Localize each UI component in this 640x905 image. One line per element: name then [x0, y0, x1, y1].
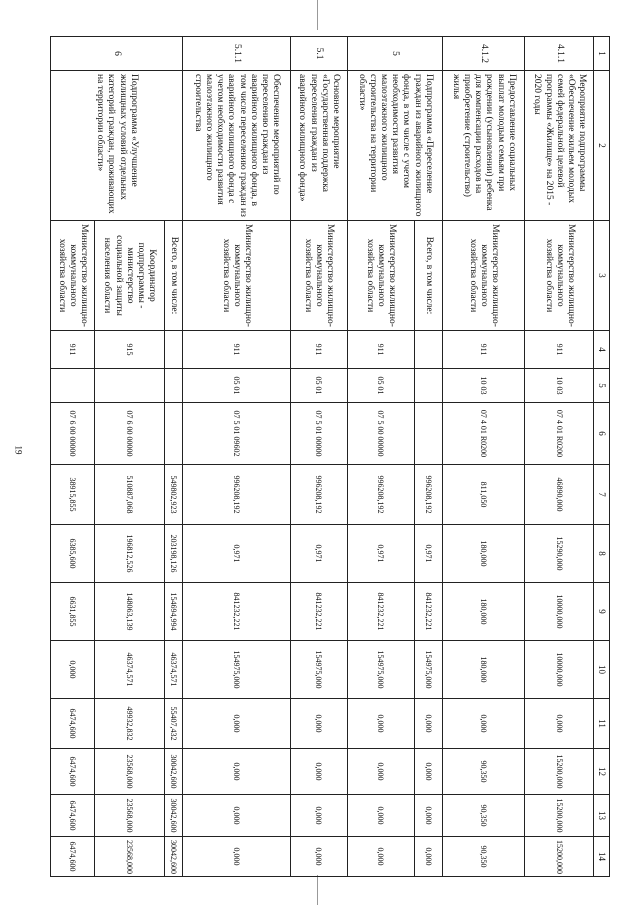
row-name: Мероприятие подпрограммы «Обеспечение жильем молодых семей федеральной целевой программы «Жилище» на 2015 - 2020 годы — [524, 71, 594, 221]
cell: 10 03 — [524, 369, 594, 403]
row-number: 6 — [51, 37, 183, 71]
rotated-table-wrapper — [50, 36, 610, 876]
cell: 0,000 — [183, 837, 291, 877]
cell: 10000,000 — [524, 583, 594, 641]
cell: 07 4 01 R0200 — [524, 403, 594, 465]
cell — [414, 403, 442, 465]
col-header: 3 — [594, 221, 610, 331]
cell: 30042,600 — [164, 837, 182, 877]
table-row — [442, 37, 524, 877]
cell: 0,000 — [347, 795, 414, 837]
col-header: 1 — [594, 37, 610, 71]
cell: 30042,600 — [164, 749, 182, 795]
cell: 154975,000 — [414, 641, 442, 699]
row-name: Основное мероприятие «Государственная поддержка переселения граждан из аварийного жилищного фонда» — [290, 71, 347, 221]
cell: 0,971 — [290, 525, 347, 583]
cell: 30042,600 — [164, 795, 182, 837]
cell: 0,971 — [183, 525, 291, 583]
cell: 23568,000 — [95, 837, 165, 877]
cell: 90,350 — [442, 795, 524, 837]
page-number: 19 — [13, 445, 24, 455]
cell: 55407,432 — [164, 699, 182, 749]
cell: 154694,994 — [164, 583, 182, 641]
cell — [414, 331, 442, 369]
cell: 0,000 — [414, 837, 442, 877]
cell: 6474,600 — [51, 749, 95, 795]
cell: 10000,000 — [524, 641, 594, 699]
cell: 180,000 — [442, 525, 524, 583]
col-header: 4 — [594, 331, 610, 369]
col-header: 10 — [594, 641, 610, 699]
cell: 23568,000 — [95, 749, 165, 795]
cell: 10 03 — [442, 369, 524, 403]
col-header: 9 — [594, 583, 610, 641]
cell: 6631,855 — [51, 583, 95, 641]
cell: 911 — [183, 331, 291, 369]
cell: 0,971 — [347, 525, 414, 583]
scan-edge-line — [317, 0, 318, 30]
row-executor: Министерство жилищно-коммунального хозяйства области — [347, 221, 414, 331]
cell: 0,000 — [290, 837, 347, 877]
cell: 90,350 — [442, 837, 524, 877]
cell: 911 — [442, 331, 524, 369]
cell: 811,050 — [442, 465, 524, 525]
row-number: 5.1 — [290, 37, 347, 71]
col-header: 11 — [594, 699, 610, 749]
col-header: 8 — [594, 525, 610, 583]
cell: 0,000 — [51, 641, 95, 699]
cell: 49932,832 — [95, 699, 165, 749]
cell: 05 01 — [347, 369, 414, 403]
cell: 911 — [347, 331, 414, 369]
cell: 0,000 — [414, 699, 442, 749]
cell: 07 5 01 09602 — [183, 403, 291, 465]
cell: 154975,000 — [347, 641, 414, 699]
table-row — [290, 37, 347, 877]
cell: 841232,221 — [183, 583, 291, 641]
cell: 841232,221 — [347, 583, 414, 641]
col-header: 6 — [594, 403, 610, 465]
col-header: 13 — [594, 795, 610, 837]
cell: 46374,571 — [95, 641, 165, 699]
cell: 996208,192 — [414, 465, 442, 525]
cell: 0,000 — [347, 699, 414, 749]
cell: 05 01 — [290, 369, 347, 403]
cell: 841232,221 — [414, 583, 442, 641]
cell: 0,000 — [183, 795, 291, 837]
cell: 0,000 — [290, 749, 347, 795]
table-row — [183, 37, 291, 877]
cell: 0,000 — [414, 749, 442, 795]
cell: 549802,923 — [164, 465, 182, 525]
row-number: 4.1.2 — [442, 37, 524, 71]
cell: 196812,526 — [95, 525, 165, 583]
cell: 15200,000 — [524, 749, 594, 795]
table-row — [524, 37, 594, 877]
cell: 0,000 — [347, 837, 414, 877]
cell: 6474,600 — [51, 837, 95, 877]
row-executor: Министерство жилищно-коммунального хозяйства области — [183, 221, 291, 331]
cell — [414, 369, 442, 403]
cell: 996208,192 — [290, 465, 347, 525]
cell: 15200,000 — [524, 795, 594, 837]
cell: 180,000 — [442, 583, 524, 641]
cell: 911 — [524, 331, 594, 369]
cell: 154975,000 — [183, 641, 291, 699]
cell: 180,000 — [442, 641, 524, 699]
row-executor: Координатор подпрограммы - министерство социальной защиты населения области — [95, 221, 165, 331]
cell: 46374,571 — [164, 641, 182, 699]
cell: 38915,855 — [51, 465, 95, 525]
row-number: 4.1.1 — [524, 37, 594, 71]
row-executor: Министерство жилищно-коммунального хозяйства области — [524, 221, 594, 331]
cell: 15200,000 — [524, 837, 594, 877]
col-header: 12 — [594, 749, 610, 795]
cell: 07 5 01 00000 — [290, 403, 347, 465]
cell — [164, 331, 182, 369]
cell: 911 — [51, 331, 95, 369]
cell: 154975,000 — [290, 641, 347, 699]
col-header: 14 — [594, 837, 610, 877]
header-row — [594, 37, 610, 877]
cell — [51, 369, 95, 403]
cell: 6474,600 — [51, 699, 95, 749]
cell: 841232,221 — [290, 583, 347, 641]
cell: 0,000 — [414, 795, 442, 837]
row-executor-total: Всего, в том числе: — [164, 221, 182, 331]
cell: 0,000 — [290, 795, 347, 837]
cell: 0,000 — [183, 699, 291, 749]
cell: 07 4 01 R0200 — [442, 403, 524, 465]
row-name: Предоставление социальных выплат молодым семьям при рождении (усыновлении) ребенка для компенсации расходов на приобретение (строительство) жилья — [442, 71, 524, 221]
row-number: 5 — [347, 37, 442, 71]
row-name: Обеспечение мероприятий по переселению граждан из аварийного жилищного фонда, в том числе переселению граждан из аварийного жилищного фонда с учетом необходимости развития малоэтажного жилищного строительства — [183, 71, 291, 221]
col-header: 2 — [594, 71, 610, 221]
cell: 0,000 — [183, 749, 291, 795]
cell — [164, 403, 182, 465]
cell: 6385,600 — [51, 525, 95, 583]
cell: 6474,600 — [51, 795, 95, 837]
cell — [95, 369, 165, 403]
col-header: 7 — [594, 465, 610, 525]
cell: 05 01 — [183, 369, 291, 403]
cell: 0,971 — [414, 525, 442, 583]
cell: 996208,192 — [347, 465, 414, 525]
cell: 996208,192 — [183, 465, 291, 525]
cell: 203198,126 — [164, 525, 182, 583]
cell: 915 — [95, 331, 165, 369]
cell: 15290,000 — [524, 525, 594, 583]
row-number: 5.1.1 — [183, 37, 291, 71]
cell: 911 — [290, 331, 347, 369]
cell: 0,000 — [347, 749, 414, 795]
cell: 90,350 — [442, 749, 524, 795]
table-row — [414, 37, 442, 877]
cell — [164, 369, 182, 403]
table-row — [164, 37, 182, 877]
cell: 0,000 — [442, 699, 524, 749]
program-finance-table — [50, 36, 610, 877]
row-executor: Министерство жилищно-коммунального хозяйства области — [290, 221, 347, 331]
cell: 46890,000 — [524, 465, 594, 525]
cell: 07 6 00 00000 — [51, 403, 95, 465]
row-executor: Министерство жилищно-коммунального хозяйства области — [51, 221, 95, 331]
cell: 0,000 — [290, 699, 347, 749]
row-name: Подпрограмма «Переселение граждан из аварийного жилищного фонда, в том числе с учетом необходимости развития малоэтажного жилищного строительства на территории области» — [347, 71, 442, 221]
row-name: Подпрограмма «Улучшение жилищных условий отдельных категорий граждан, проживающих на территории области» — [51, 71, 183, 221]
scan-edge-line — [317, 875, 318, 905]
cell: 07 6 00 00000 — [95, 403, 165, 465]
cell: 07 5 00 00000 — [347, 403, 414, 465]
col-header: 5 — [594, 369, 610, 403]
row-executor-total: Всего, в том числе: — [414, 221, 442, 331]
cell: 510887,068 — [95, 465, 165, 525]
cell: 0,000 — [524, 699, 594, 749]
cell: 148063,139 — [95, 583, 165, 641]
cell: 23568,000 — [95, 795, 165, 837]
row-executor: Министерство жилищно-коммунального хозяйства области — [442, 221, 524, 331]
